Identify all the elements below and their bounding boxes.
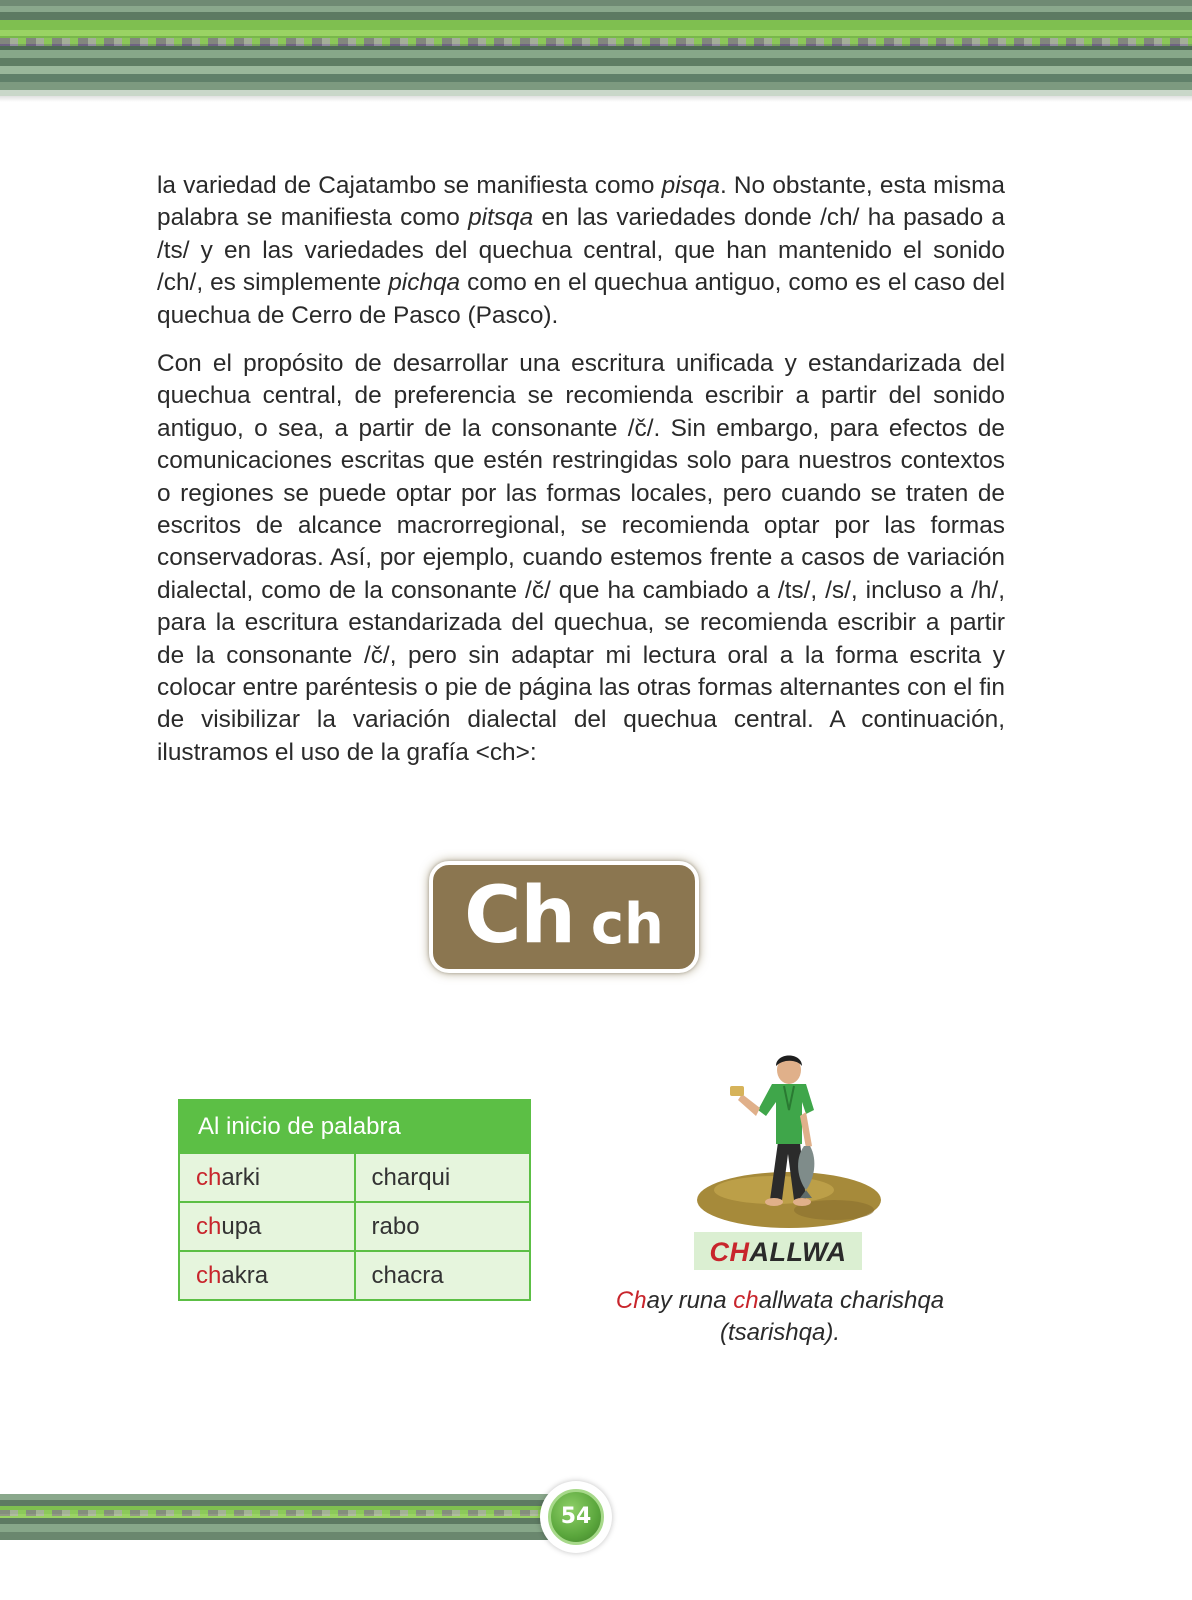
table-header: Al inicio de palabra — [179, 1100, 530, 1153]
letter-uppercase: Ch — [464, 871, 575, 961]
word-table — [178, 1099, 531, 1301]
paragraph-2: Con el propósito de desarrollar una escritura unificada y estandarizada del quechua central, de preferencia se recomienda escribir a partir del sonido antiguo, o sea, a partir de la consonante /č/. Sin embargo, para efectos de comunicaciones escritas que estén restringidas solo para nuestros contextos o regiones se puede optar por las formas locales, pero cuando se traten de escritos de alcance macrorregional, se recomienda optar por las formas conservadoras. Así, por ejemplo, cuando estemos frente a casos de variación dialectal, como de la consonante /č/ que ha cambiado a /ts/, /s/, incluso a /h/, para la escritura estandarizada del quechua, se recomienda escribir a partir de la consonante /č/, pero sin adaptar mi lectura oral a la forma escrita y colocar entre paréntesis o pie de página las otras formas alternantes con el fin de visibilizar la variación dialectal del quechua central. A continuación, ilustramos el uso de la grafía <ch>: — [157, 350, 1005, 766]
table-row — [179, 1153, 530, 1202]
bottom-decorative-band — [0, 1494, 560, 1540]
quechua-word: charki — [179, 1153, 355, 1202]
example-sentence: Chay runa challwata charishqa (tsarishqa). — [615, 1287, 945, 1346]
word-label: CHALLWA — [694, 1232, 862, 1270]
quechua-word: chupa — [179, 1202, 355, 1251]
spanish-word: charqui — [355, 1153, 531, 1202]
quechua-word: chakra — [179, 1251, 355, 1300]
page-number: 54 — [548, 1489, 604, 1545]
paragraph-1: la variedad de Cajatambo se manifiesta como pisqa. No obstante, esta misma palabra se manifiesta como pitsqa en las variedades donde /ch/ ha pasado a /ts/ y en las variedades del quechua central, que han mantenido el sonido /ch/, es simplemente pichqa como en el quechua antiguo, como es el caso del quechua de Cerro de Pasco (Pasco). — [157, 172, 1006, 329]
top-decorative-band — [0, 0, 1192, 96]
man-with-fish-illustration — [694, 1050, 884, 1230]
table-row — [179, 1251, 530, 1300]
table-row — [179, 1202, 530, 1251]
spanish-word: chacra — [355, 1251, 531, 1300]
letter-badge — [429, 861, 699, 973]
band-pattern — [0, 38, 1192, 46]
letter-lowercase: ch — [590, 892, 664, 957]
spanish-word: rabo — [355, 1202, 531, 1251]
